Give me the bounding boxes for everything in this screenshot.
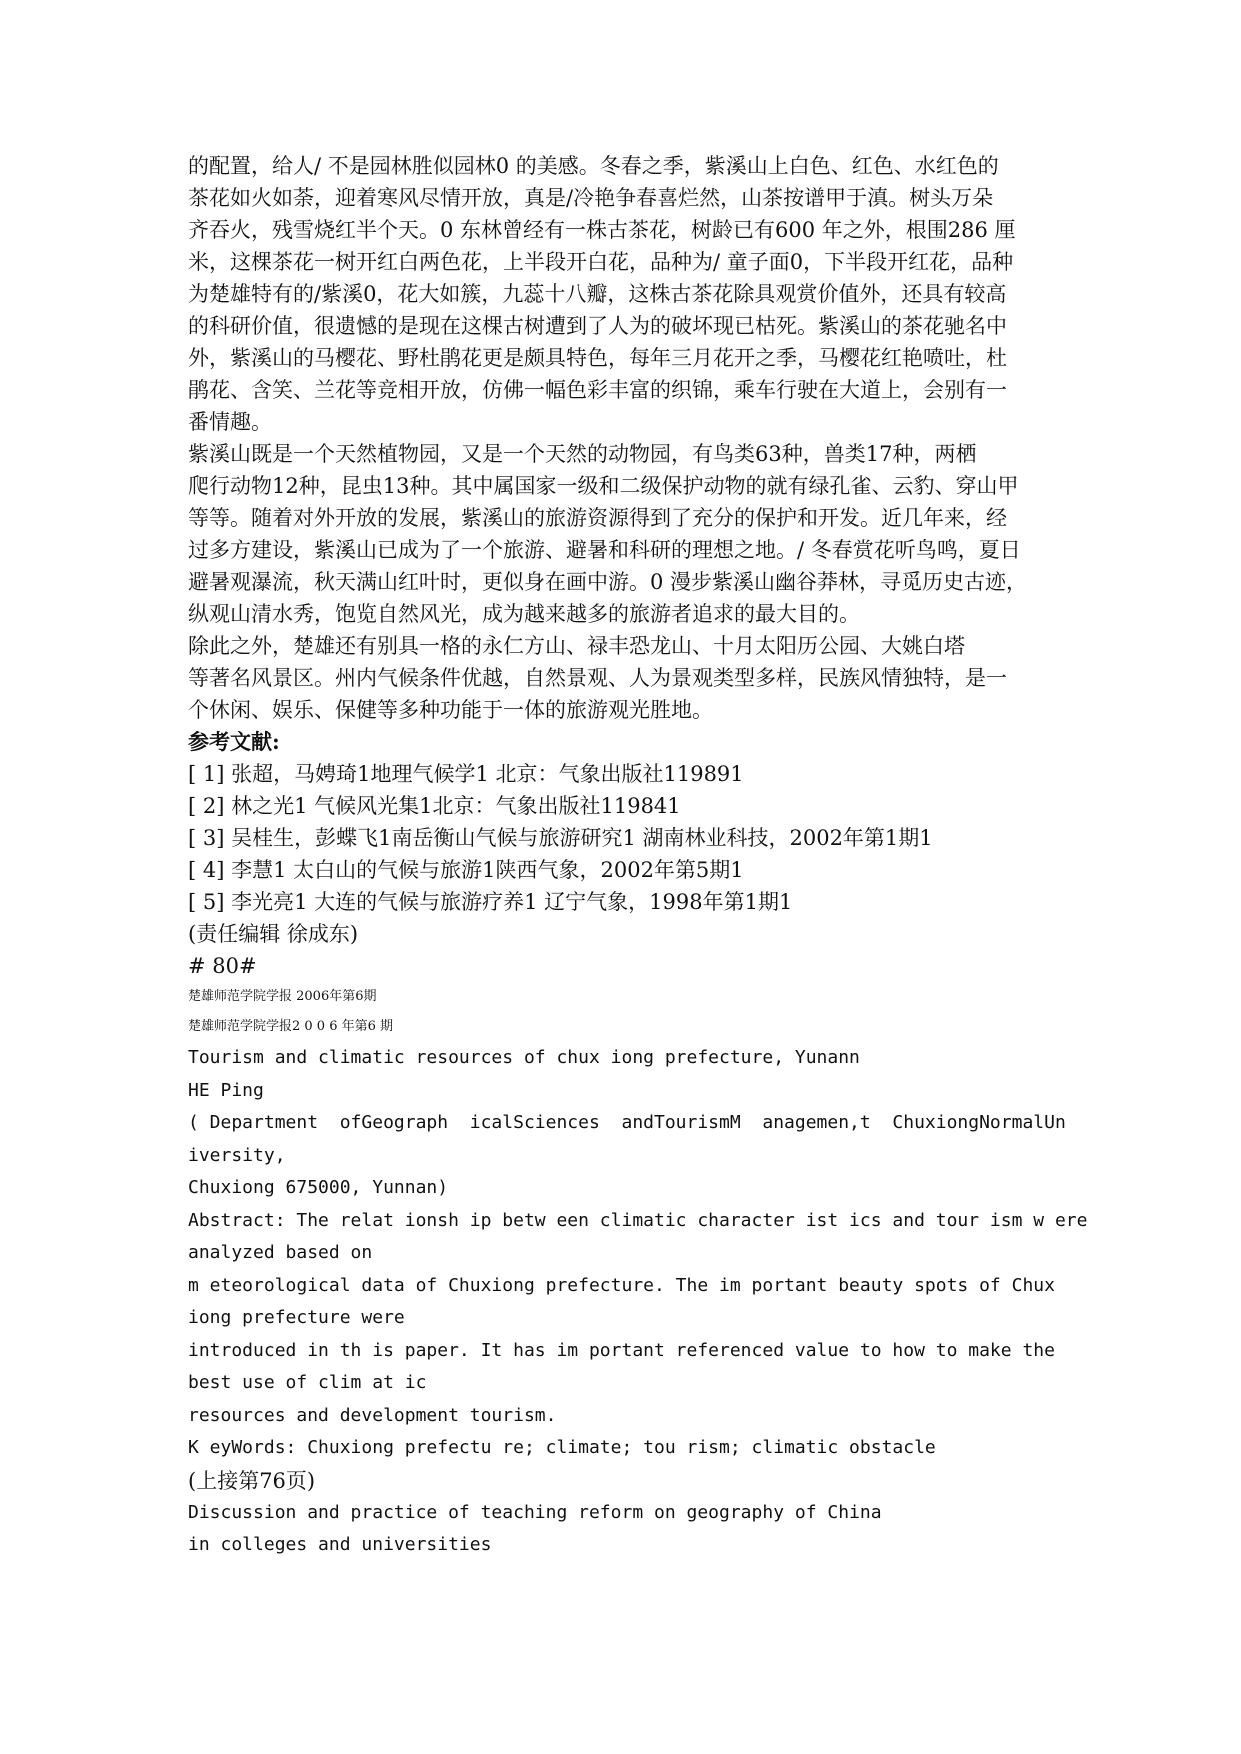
paragraph-scenic-spots [188, 630, 1068, 726]
text-line: 米，这棵茶花一树开红白两色花，上半段开白花，品种为/ 童子面0，下半段开红花，品种 [188, 250, 1014, 274]
text-line: 为楚雄特有的/紫溪0，花大如簇，九蕊十八瓣，这株古茶花除具观赏价值外，还具有较高 [188, 282, 1007, 306]
paragraph-camellia [188, 150, 1068, 438]
text-line: 的科研价值，很遗憾的是现在这棵古树遭到了人为的破坏现已枯死。紫溪山的茶花驰名中 [188, 314, 1007, 338]
continued-note: (上接第76页) [188, 1468, 316, 1493]
text-line: 外，紫溪山的马樱花、野杜鹃花更是颇具特色，每年三月花开之季，马樱花红艳喷吐，杜 [188, 346, 1007, 370]
affiliation-line: ( Department ofGeograph icalSciences andTourismM anagemen,t ChuxiongNormalUn [188, 1112, 1066, 1133]
text-line: 过多方建设，紫溪山已成为了一个旅游、避暑和科研的理想之地。/ 冬春赏花听鸟鸣，夏日 [188, 538, 1021, 562]
text-line: 茶花如火如荼，迎着寒风尽情开放，真是/冷艳争春喜烂然，山茶按谱甲于滇。树头万朵 [188, 186, 994, 210]
abstract-line: iong prefecture were [188, 1307, 405, 1328]
abstract-line: best use of clim at ic [188, 1372, 427, 1393]
references-list [188, 758, 1068, 918]
reference-item: [ 5] 李光亮1 大连的气候与旅游疗养1 辽宁气象，1998年第1期1 [188, 890, 793, 914]
document-page [188, 150, 1088, 1562]
text-line: 等等。随着对外开放的发展，紫溪山的旅游资源得到了充分的保护和开发。近几年来，经 [188, 506, 1007, 530]
english-abstract [188, 1042, 1088, 1465]
english-title-2 [188, 1497, 1068, 1562]
english-title-line: Discussion and practice of teaching reform on geography of China [188, 1501, 882, 1523]
journal-header-spaced: 楚雄师范学院学报2 0 0 6 年第6 期 [188, 1019, 394, 1034]
abstract-line: resources and development tourism. [188, 1404, 557, 1426]
text-line: 番情趣。 [188, 410, 272, 434]
text-line: 除此之外，楚雄还有别具一格的永仁方山、禄丰恐龙山、十月太阳历公园、大姚白塔 [188, 634, 965, 658]
abstract-line: Abstract: The relat ionsh ip betw een climatic character ist ics and tour ism w ere [188, 1209, 1088, 1231]
reference-item: [ 4] 李慧1 太白山的气候与旅游1陕西气象，2002年第5期1 [188, 858, 744, 882]
affiliation-line: Chuxiong 675000, Yunnan) [188, 1177, 449, 1198]
text-line: 的配置，给人/ 不是园林胜似园林0 的美感。冬春之季，紫溪山上白色、红色、水红色的 [188, 154, 999, 178]
text-line: 紫溪山既是一个天然植物园，又是一个天然的动物园，有鸟类63种，兽类17种，两栖 [188, 442, 977, 466]
english-title-line: in colleges and universities [188, 1534, 492, 1555]
abstract-line: m eteorological data of Chuxiong prefecture. The im portant beauty spots of Chux [188, 1274, 1055, 1296]
affiliation-line: iversity, [188, 1144, 286, 1166]
paragraph-wildlife [188, 438, 1068, 630]
reference-item: [ 1] 张超，马娉琦1地理气候学1 北京：气象出版社119891 [188, 762, 744, 786]
abstract-line: analyzed based on [188, 1242, 373, 1263]
text-line: 避暑观瀑流，秋天满山红叶时，更似身在画中游。0 漫步紫溪山幽谷莽林，寻觅历史古迹， [188, 570, 1028, 594]
page-number: # 80# [188, 954, 257, 978]
journal-header: 楚雄师范学院学报 2006年第6期 [188, 989, 377, 1004]
text-line: 纵观山清水秀，饱览自然风光，成为越来越多的旅游者追求的最大目的。 [188, 602, 860, 626]
reference-item: [ 2] 林之光1 气候风光集1北京：气象出版社119841 [188, 794, 681, 818]
text-line: 等著名风景区。州内气候条件优越，自然景观、人为景观类型多样，民族风情独特，是一 [188, 666, 1007, 690]
text-line: 鹃花、含笑、兰花等竞相开放，仿佛一幅色彩丰富的织锦，乘车行驶在大道上，会别有一 [188, 378, 1007, 402]
text-line: 爬行动物12种，昆虫13种。其中属国家一级和二级保护动物的就有绿孔雀、云豹、穿山甲 [188, 474, 1019, 498]
english-title: Tourism and climatic resources of chux iong prefecture, Yunann [188, 1047, 860, 1068]
editor-note: (责任编辑 徐成东) [188, 922, 359, 946]
reference-item: [ 3] 吴桂生，彭蝶飞1南岳衡山气候与旅游研究1 湖南林业科技，2002年第1期1 [188, 826, 933, 850]
references-heading: 参考文献: [188, 729, 280, 754]
abstract-line: introduced in th is paper. It has im portant referenced value to how to make the [188, 1339, 1055, 1361]
text-line: 个休闲、娱乐、保健等多种功能于一体的旅游观光胜地。 [188, 698, 713, 722]
author-name: HE Ping [188, 1079, 264, 1101]
keywords-line: K eyWords: Chuxiong prefectu re; climate; tou rism; climatic obstacle [188, 1437, 936, 1458]
text-line: 齐吞火，残雪烧红半个天。0 东林曾经有一株古茶花，树龄已有600 年之外，根围286 厘 [188, 218, 1016, 242]
